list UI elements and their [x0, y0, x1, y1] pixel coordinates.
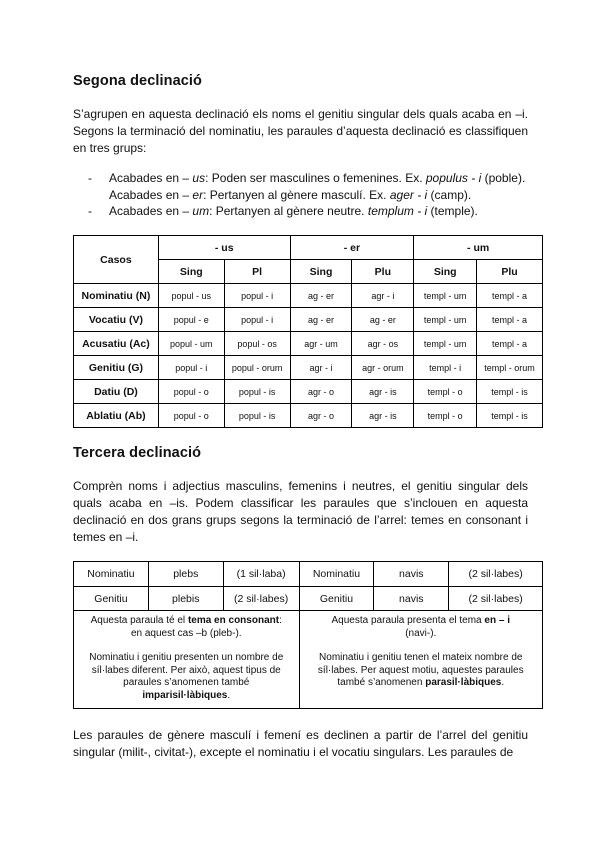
table-cell: ag - er [290, 308, 352, 332]
subheader: Plu [477, 260, 543, 284]
table-cell: popul - um [158, 332, 224, 356]
subheader: Plu [352, 260, 414, 284]
list-item: - Acabades en – us: Poden ser masculines o femenines. Ex. populus - i (poble). [88, 171, 526, 185]
table-row [74, 308, 543, 332]
table-row [74, 332, 543, 356]
table-cell: popul - i [224, 308, 290, 332]
table-cell: Nominatiu [74, 562, 149, 587]
subheader: Sing [414, 260, 477, 284]
case-label: Vocatiu (V) [74, 308, 159, 332]
table-cell: plebis [148, 587, 223, 611]
table-cell: popul - orum [224, 356, 290, 380]
subheader: Sing [290, 260, 352, 284]
subheader: Pl [224, 260, 290, 284]
table-cell: templ - a [477, 332, 543, 356]
case-label: Nominatiu (N) [74, 284, 159, 308]
table-row [74, 284, 543, 308]
table-cell: templ - a [477, 308, 543, 332]
table-cell: agr - o [290, 380, 352, 404]
group-header-er: - er [290, 236, 414, 260]
table-cell: popul - os [224, 332, 290, 356]
tercera-outro-paragraph: Les paraules de gènere masculí i femení es declinen a partir de l’arrel del genitiu singular (milit-, civitat-), excepte el nominatiu i el vocatiu singulars. Les paraules de [73, 728, 528, 759]
table-cell: agr - i [290, 356, 352, 380]
list-item: - Acabades en – um: Pertanyen al gènere neutre. templum - i (temple). [88, 204, 478, 218]
table-cell: templ - um [414, 332, 477, 356]
subheader: Sing [158, 260, 224, 284]
table-cell: popul - o [158, 404, 224, 428]
table-cell: agr - is [352, 380, 414, 404]
table-cell: popul - is [224, 404, 290, 428]
bullet-dash: - [88, 204, 92, 218]
case-label: Acusatiu (Ac) [74, 332, 159, 356]
section-title-tercera: Tercera declinació [73, 445, 202, 461]
table-cell: ag - er [352, 308, 414, 332]
group-header-us: - us [158, 236, 290, 260]
table-cell: (2 sil·labes) [223, 587, 299, 611]
table-cell: navis [374, 562, 449, 587]
table-cell: popul - o [158, 380, 224, 404]
table-cell: Genitiu [74, 587, 149, 611]
table-cell: popul - us [158, 284, 224, 308]
segona-groups-list [88, 170, 538, 220]
group-header-um: - um [414, 236, 543, 260]
table-cell: templ - i [414, 356, 477, 380]
case-label: Ablatiu (Ab) [74, 404, 159, 428]
casos-header: Casos [74, 236, 159, 284]
table-cell: agr - o [290, 404, 352, 428]
section-title-segona: Segona declinació [73, 73, 203, 89]
table-cell: agr - is [352, 404, 414, 428]
table-cell: templ - um [414, 308, 477, 332]
table-row [74, 404, 543, 428]
table-cell: templ - is [477, 380, 543, 404]
table-cell: (2 sil·labes) [449, 562, 543, 587]
table-cell: ag - er [290, 284, 352, 308]
tercera-intro-paragraph: Comprèn noms i adjectius masculins, femenins i neutres, el genitiu singular dels quals acaba en –is. Podem classificar les paraules que s’inclouen en aquesta declinació en dos grans grups segons la terminació de l’arrel: temes en consonant i temes en –i. [73, 479, 528, 544]
table-cell: (1 sil·laba) [223, 562, 299, 587]
table-cell: popul - i [224, 284, 290, 308]
table-cell: plebs [148, 562, 223, 587]
table-cell: agr - orum [352, 356, 414, 380]
table-row [74, 562, 543, 587]
table-cell: agr - os [352, 332, 414, 356]
table-cell: popul - i [158, 356, 224, 380]
table-cell: Nominatiu [299, 562, 374, 587]
case-label: Genitiu (G) [74, 356, 159, 380]
table-cell: agr - um [290, 332, 352, 356]
segona-intro-paragraph: S’agrupen en aquesta declinació els noms el genitiu singular dels quals acaba en –i. Segons la terminació del nominatiu, les paraules d’aquesta declinació es classifiquen en tres grups: [73, 107, 528, 155]
table-cell: popul - is [224, 380, 290, 404]
table-row [74, 587, 543, 611]
list-item: Acabades en – er: Pertanyen al gènere masculí. Ex. ager - i (camp). [109, 187, 472, 202]
left-note-cell: Aquesta paraula té el tema en consonant: en aquest cas –b (pleb-). Nominatiu i genitiu presenten un nombre de síl·labes diferent. Per això, aquest tipus de paraules s’anomenen també imparisil·làbiques. [74, 611, 300, 709]
right-note-cell: Aquesta paraula presenta el tema en – i (navi-). Nominatiu i genitiu tenen el mateix nombre de síl·labes. Per aquest motiu, aquestes paraules també s’anomenen parasil·làbiques. [299, 611, 542, 709]
table-cell: templ - o [414, 380, 477, 404]
table-cell: (2 sil·labes) [449, 587, 543, 611]
table-cell: templ - a [477, 284, 543, 308]
table-cell: templ - um [414, 284, 477, 308]
table-cell: agr - i [352, 284, 414, 308]
table-row [74, 356, 543, 380]
segona-declinacio-table [73, 235, 543, 428]
case-label: Datiu (D) [74, 380, 159, 404]
table-row [74, 380, 543, 404]
table-cell: popul - e [158, 308, 224, 332]
table-row [74, 611, 543, 709]
table-cell: templ - o [414, 404, 477, 428]
bullet-dash: - [88, 171, 92, 185]
tercera-declinacio-table [73, 561, 543, 709]
table-cell: templ - orum [477, 356, 543, 380]
table-cell: templ - is [477, 404, 543, 428]
table-cell: Genitiu [299, 587, 374, 611]
table-cell: navis [374, 587, 449, 611]
